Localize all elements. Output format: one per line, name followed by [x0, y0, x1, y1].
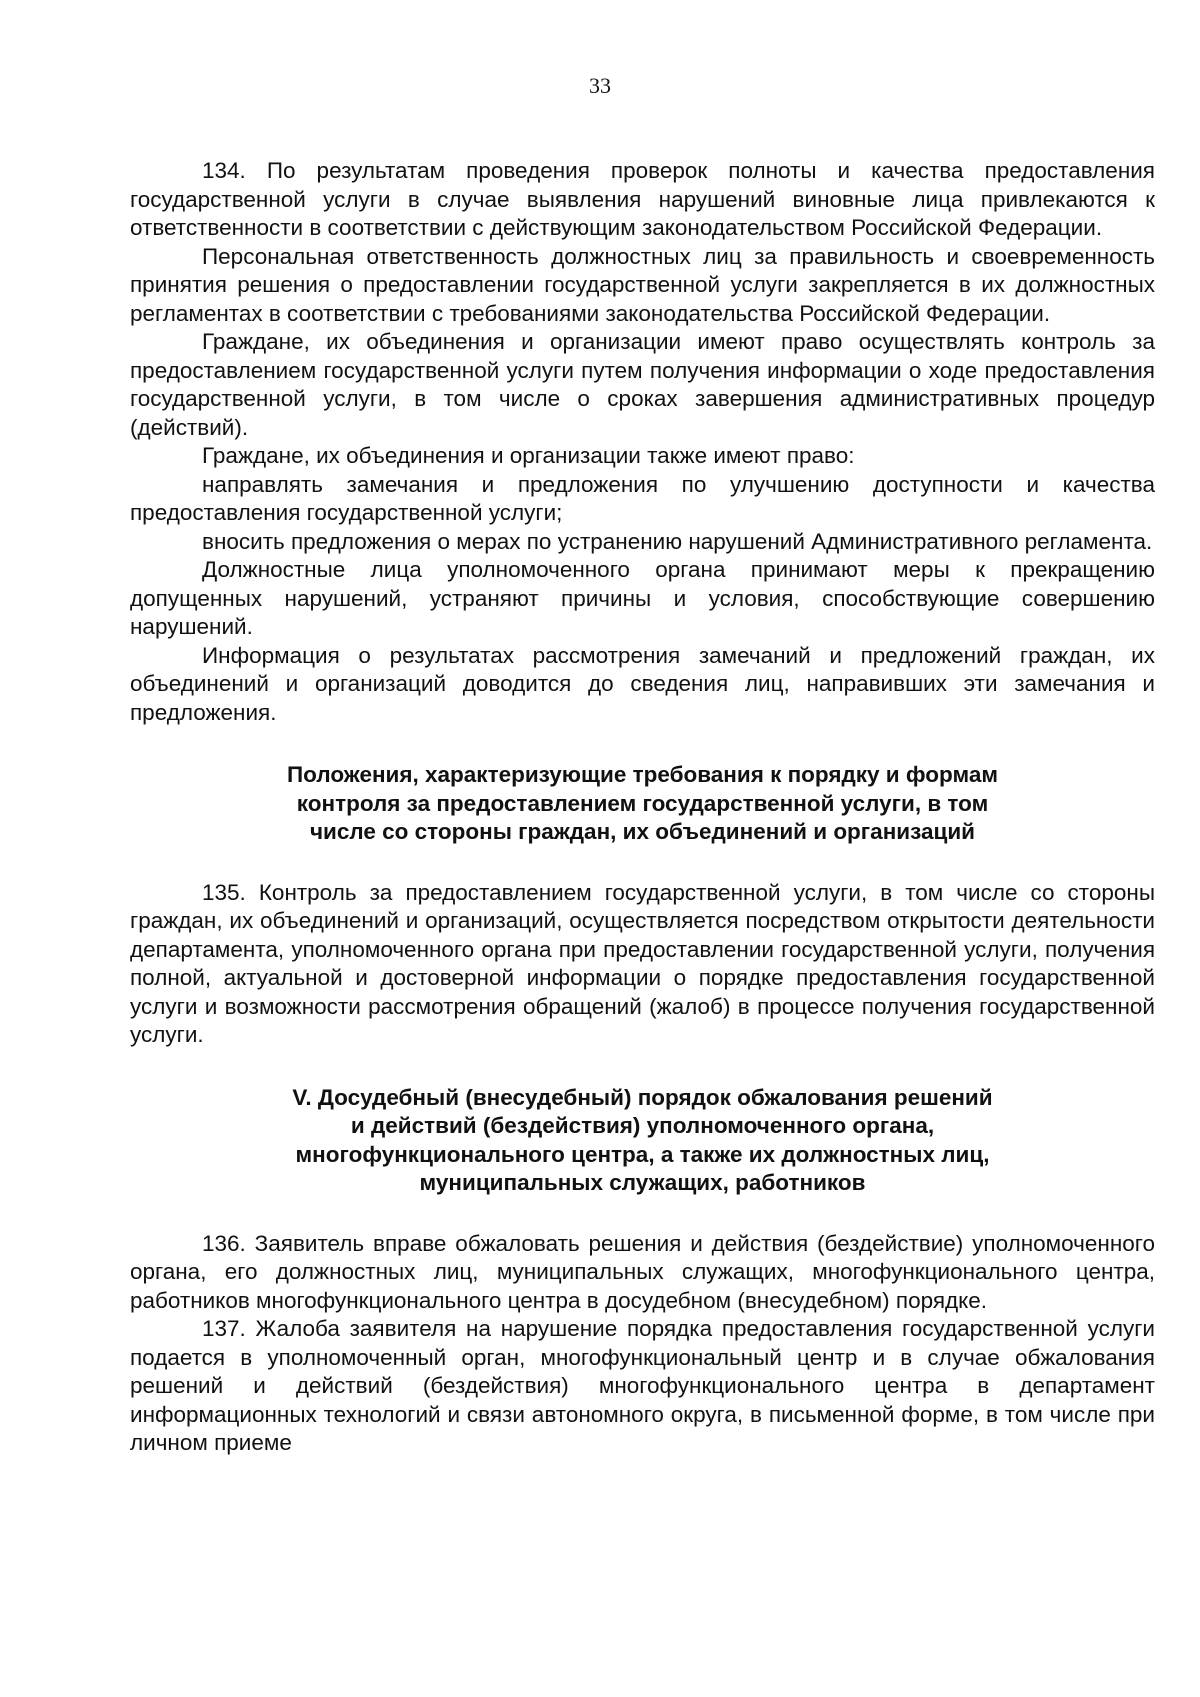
- heading-line: контроля за предоставлением государственной услуги, в том: [296, 790, 989, 816]
- paragraph-citizens-control: Граждане, их объединения и организации имеют право осуществлять контроль за предоставлением государственной услуги путем получения информации о ходе предоставления государственной услуги, в том числе о сроках завершения административных процедур (действий).: [130, 329, 1155, 440]
- heading-line: V. Досудебный (внесудебный) порядок обжалования решений: [292, 1084, 993, 1110]
- document-body: [130, 157, 1155, 1458]
- page-number: 33: [589, 73, 611, 98]
- paragraph-136: 136. Заявитель вправе обжаловать решения и действия (бездействие) уполномоченного органа, его должностных лиц, муниципальных служащих, многофункционального центра, работников многофункционального центра в досудебном (внесудебном) порядке.: [130, 1230, 1155, 1313]
- paragraph-citizens-rights: Граждане, их объединения и организации также имеют право:: [202, 443, 855, 468]
- heading-line: Положения, характеризующие требования к порядку и формам: [287, 762, 998, 787]
- paragraph-personal-responsibility: Персональная ответственность должностных лиц за правильность и своевременность принятия решения о предоставлении государственной услуги закрепляется в их должностных регламентах в соответствии с требованиями законодательства Российской Федерации.: [130, 243, 1155, 326]
- paragraph-134: 134. По результатам проведения проверок полноты и качества предоставления государственной услуги в случае выявления нарушений виновные лица привлекаются к ответственности в соответствии с действующим законодательством Российской Федерации.: [130, 158, 1155, 240]
- paragraph-send-remarks: направлять замечания и предложения по улучшению доступности и качества предоставления государственной услуги;: [130, 471, 1155, 525]
- paragraph-officials-measures: Должностные лица уполномоченного органа принимают меры к прекращению допущенных нарушений, устраняют причины и условия, способствующие совершению нарушений.: [130, 557, 1155, 639]
- paragraph-137: 137. Жалоба заявителя на нарушение порядка предоставления государственной услуги подается в уполномоченный орган, многофункциональный центр и в случае обжалования решений и действий (бездействия) многофункционального центра в департамент информационных технологий и связи автономного округа, в письменной форме, в том числе при личном приеме: [130, 1316, 1155, 1455]
- heading-line: многофункционального центра, а также их должностных лиц,: [295, 1141, 990, 1167]
- paragraph-submit-proposals: вносить предложения о мерах по устранению нарушений Административного регламента.: [202, 528, 1153, 554]
- section-heading-control-requirements: [130, 761, 1155, 847]
- heading-line: муниципальных служащих, работников: [419, 1170, 866, 1195]
- heading-line: и действий (бездействия) уполномоченного органа,: [350, 1113, 935, 1138]
- paragraph-information-results: Информация о результатах рассмотрения замечаний и предложений граждан, их объединений и организаций доводится до сведения лиц, направивших эти замечания и предложения.: [130, 642, 1155, 725]
- section-heading-pretrial-appeal: [130, 1084, 1155, 1198]
- heading-line: числе со стороны граждан, их объединений и организаций: [309, 819, 976, 844]
- paragraph-135: 135. Контроль за предоставлением государственной услуги, в том числе со стороны граждан, их объединений и организаций, осуществляется посредством открытости деятельности департамента, уполномоченного органа при предоставлении государственной услуги, получения полной, актуальной и достоверной информации о порядке предоставления государственной услуги и возможности рассмотрения обращений (жалоб) в процессе получения государственной услуги.: [130, 879, 1155, 1047]
